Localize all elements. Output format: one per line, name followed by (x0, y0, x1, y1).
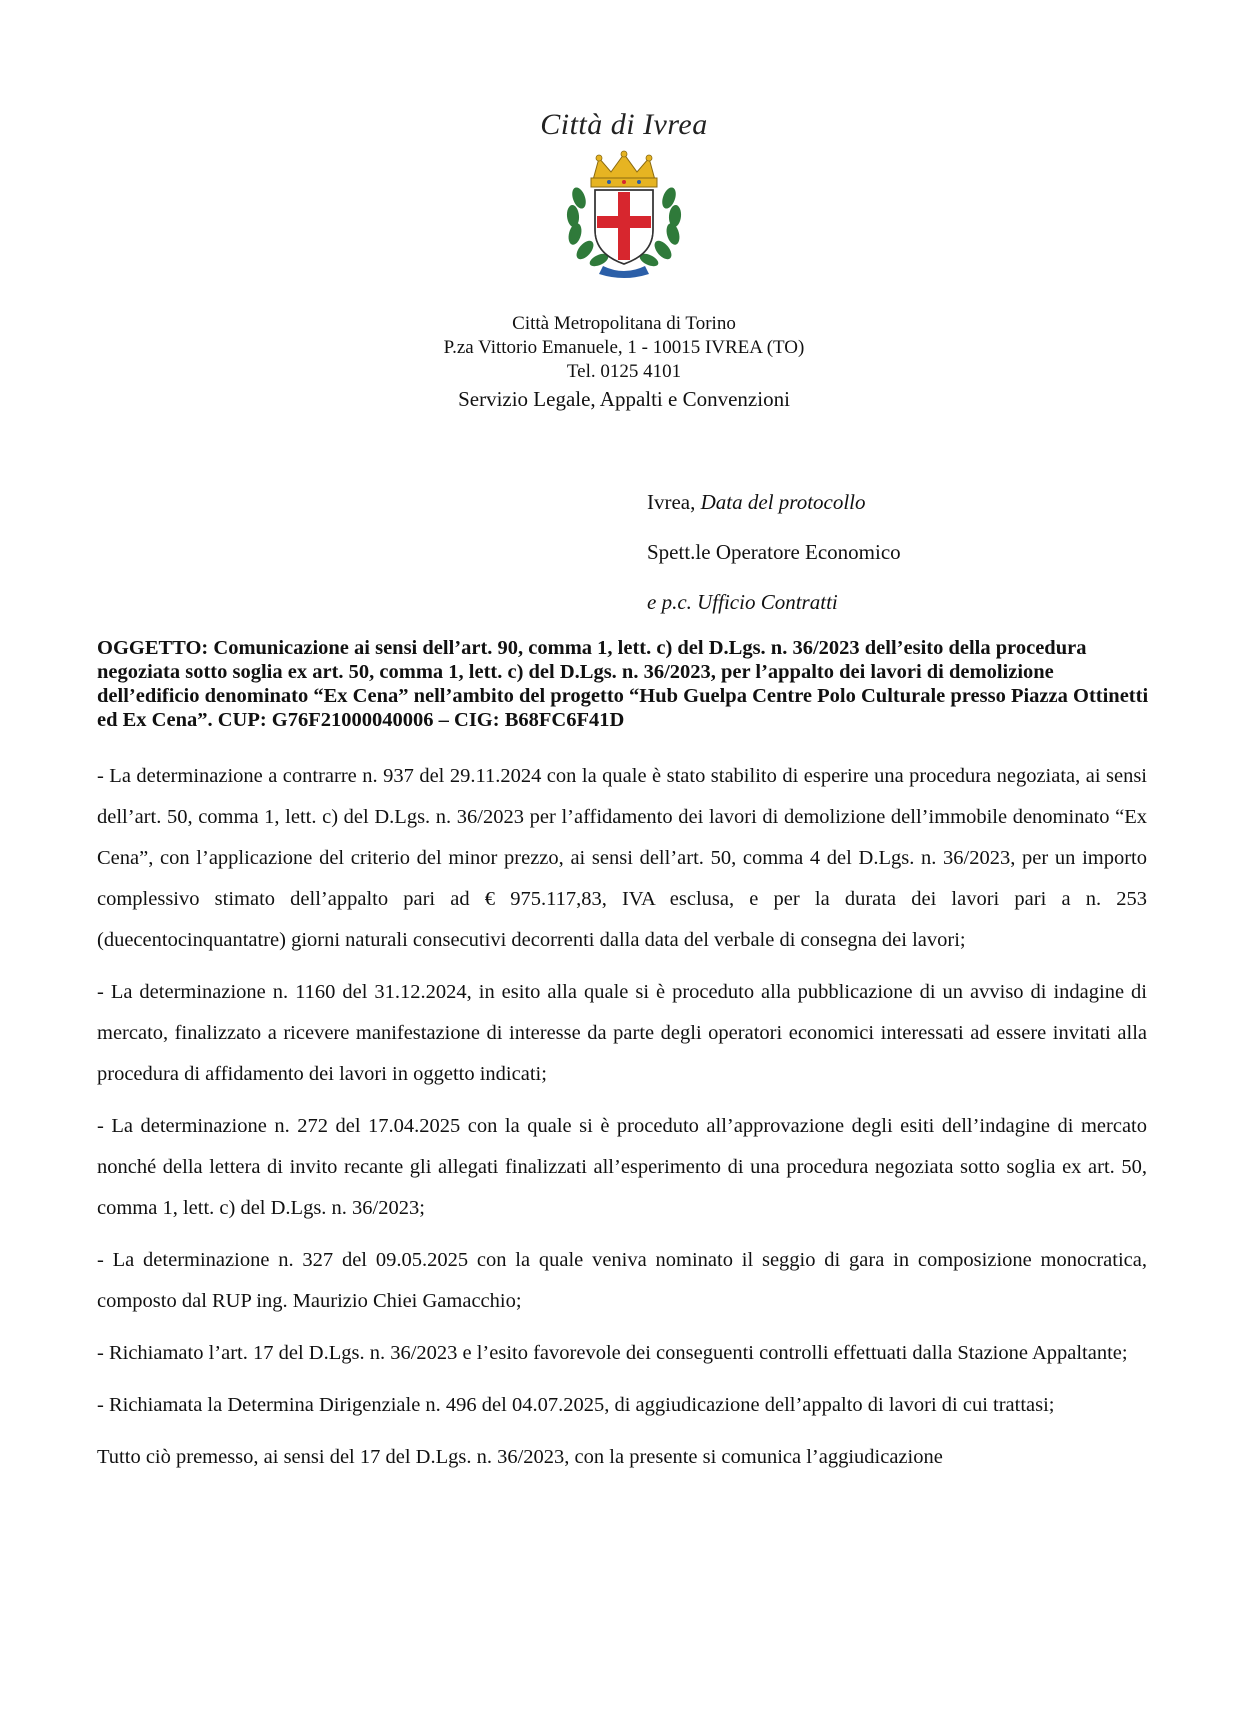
body-paragraph: - Richiamata la Determina Dirigenziale n. 496 del 04.07.2025, di aggiudicazione dell’appalto di lavori di cui trattasi; (97, 1394, 1055, 1416)
body-paragraph: - La determinazione a contrarre n. 937 del 29.11.2024 con la quale è stato stabilito di esperire una procedura negoziata, ai sensi dell’art. 50, comma 1, lett. c) del D.Lgs. n. 36/2023 per l’affidamento dei lavori di demolizione dell’immobile denominato “Ex Cena”, con l’applicazione del criterio del minor prezzo, ai sensi dell’art. 50, comma 4 del D.Lgs. n. 36/2023, per un importo complessivo stimato dell’appalto pari ad € 975.117,83, IVA esclusa, e per la durata dei lavori pari a n. 253 (duecentocinquantatre) giorni naturali consecutivi decorrenti dalla data del verbale di consegna dei lavori; (97, 765, 1147, 951)
body-paragraph: Tutto ciò premesso, ai sensi del 17 del D.Lgs. n. 36/2023, con la presente si comunica l’aggiudicazione (97, 1446, 943, 1468)
place-text: Ivrea, (647, 490, 701, 514)
addressee-line: Spett.le Operatore Economico (647, 540, 901, 564)
address-line-phone: Tel. 0125 4101 (566, 361, 682, 382)
recipients-block (647, 488, 901, 638)
address-line-region: Città Metropolitana di Torino (512, 313, 736, 334)
body-paragraph: - Richiamato l’art. 17 del D.Lgs. n. 36/2023 e l’esito favorevole dei conseguenti controlli effettuati dalla Stazione Appaltante; (97, 1342, 1128, 1364)
address-block (0, 312, 1248, 414)
city-name: Città di Ivrea (540, 108, 708, 141)
body-paragraph: - La determinazione n. 327 del 09.05.2025 con la quale veniva nominato il seggio di gara in composizione monocratica, composto dal RUP ing. Maurizio Chiei Gamacchio; (97, 1249, 1147, 1312)
date-line (647, 488, 901, 538)
date-text: Data del protocollo (700, 490, 866, 514)
subject-heading: OGGETTO: Comunicazione ai sensi dell’art. 90, comma 1, lett. c) del D.Lgs. n. 36/2023 dell’esito della procedura negoziata sotto soglia ex art. 50, comma 1, lett. c) del D.Lgs. n. 36/2023, per l’appalto dei lavori di demolizione dell’edificio denominato “Ex Cena” nell’ambito del progetto “Hub Guelpa Centre Polo Culturale presso Piazza Ottinetti ed Ex Cena”. CUP: G76F21000040006 – CIG: B68FC6F41D (97, 637, 1149, 731)
cc-line: e p.c. Ufficio Contratti (647, 590, 838, 614)
body-paragraph: - La determinazione n. 1160 del 31.12.2024, in esito alla quale si è proceduto alla pubblicazione di un avviso di indagine di mercato, finalizzato a ricevere manifestazione di interesse da parte degli operatori economici interessati ad essere invitati alla procedura di affidamento dei lavori in oggetto indicati; (97, 981, 1147, 1085)
body-paragraph: - La determinazione n. 272 del 17.04.2025 con la quale si è proceduto all’approvazione degli esiti dell’indagine di mercato nonché della lettera di invito recante gli allegati finalizzati all’esperimento di una procedura negoziata sotto soglia ex art. 50, comma 1, lett. c) del D.Lgs. n. 36/2023; (97, 1115, 1147, 1219)
document-body (97, 756, 1147, 1478)
coat-of-arms-icon (559, 150, 689, 278)
address-line-street: P.za Vittorio Emanuele, 1 - 10015 IVREA (TO) (443, 337, 805, 358)
service-name: Servizio Legale, Appalti e Convenzioni (458, 387, 790, 411)
